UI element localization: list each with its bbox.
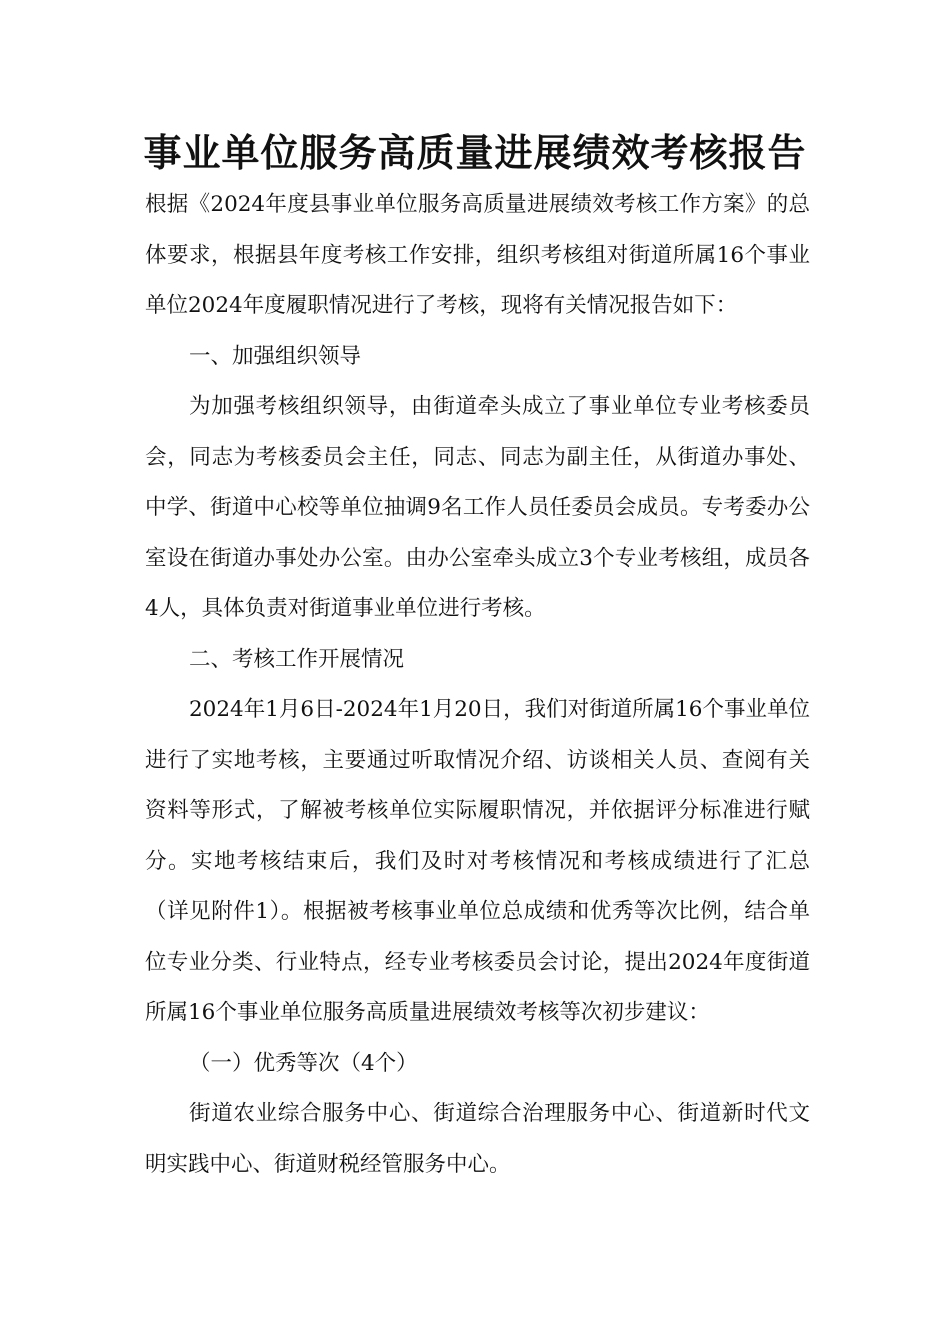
subsection-heading-excellent: （一）优秀等次（4个） (189, 1050, 418, 1076)
section-heading-organization: 一、加强组织领导 (189, 343, 362, 369)
section-body-assessment: 2024年1月6日-2024年1月20日，我们对街道所属16个事业单位进行了实地考核，主要通过听取情况介绍、访谈相关人员、查阅有关资料等形式，了解被考核单位实际履职情况，并依据评分标准进行赋分。实地考核结束后，我们及时对考核情况和考核成绩进行了汇总（详见附件1）。根据被考核事业单位总成绩和优秀等次比例，结合单位专业分类、行业特点，经专业考核委员会讨论，提出2024年度街道所属16个事业单位服务高质量进展绩效考核等次初步建议： (145, 697, 810, 1025)
subsection-body-excellent: 街道农业综合服务中心、街道综合治理服务中心、街道新时代文明实践中心、街道财税经管服务中心。 (145, 1101, 810, 1177)
document-title: 事业单位服务高质量进展绩效考核报告 (143, 131, 807, 175)
document-body (145, 180, 810, 1190)
section-body-organization: 为加强考核组织领导，由街道牵头成立了事业单位专业考核委员会，同志为考核委员会主任，同志、同志为副主任，从街道办事处、中学、街道中心校等单位抽调9名工作人员任委员会成员。专考委办公室设在街道办事处办公室。由办公室牵头成立3个专业考核组，成员各4人，具体负责对街道事业单位进行考核。 (145, 394, 810, 621)
intro-paragraph: 根据《2024年度县事业单位服务高质量进展绩效考核工作方案》的总体要求，根据县年度考核工作安排，组织考核组对街道所属16个事业单位2024年度履职情况进行了考核，现将有关情况报告如下： (145, 192, 810, 318)
section-heading-assessment: 二、考核工作开展情况 (189, 646, 405, 672)
